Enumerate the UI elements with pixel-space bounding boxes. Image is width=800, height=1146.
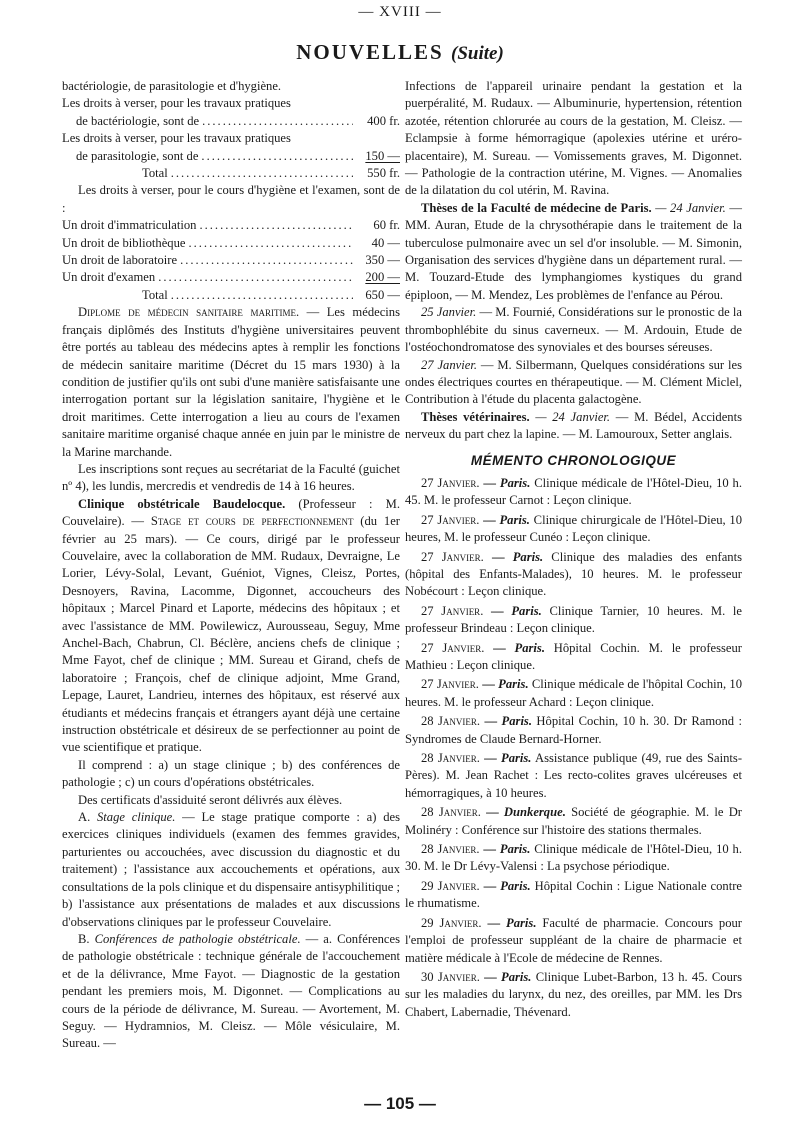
- memento-entry: 27 Janvier. — Paris. Clinique médicale de l'hôpital Cochin, 10 heures. M. le professeur Achard : Leçon clinique.: [405, 677, 742, 709]
- memento-text: Hôpital Cochin. M. le professeur Mathieu : Leçon clinique.: [405, 640, 742, 672]
- certificats-paragraph: Des certificats d'assiduité seront délivrés aux élèves.: [78, 792, 343, 807]
- memento-entry: 29 Janvier. — Paris. Faculté de pharmacie. Concours pour l'emploi de professeur suppléant de la chaire de pharmacie et matière médicale à l'Ecole de médecine de Rennes.: [405, 915, 743, 965]
- droits-para-line: Les droits à verser, pour les travaux pratiques: [62, 131, 291, 146]
- memento-date: 28 Janvier.: [421, 805, 481, 820]
- memento-text: Hôpital Cochin : Ligue Nationale contre le rhumatisme.: [405, 878, 742, 911]
- section-title-suite: (Suite): [451, 43, 504, 64]
- memento-text: Clinique médicale de l'Hôtel-Dieu, 10 h. 30. M. le Dr Lévy-Valensi : La psychose périodique.: [405, 842, 742, 874]
- memento-date: 27 Janvier.: [421, 640, 485, 655]
- memento-date: 27 Janvier.: [421, 677, 479, 692]
- conf-b-title: Conférences de pathologie obstétricale.: [94, 931, 301, 946]
- memento-text: Clinique des maladies des enfants (hôpital des Enfants-Malades), 10 heures. M. le professeur Nobécourt : Leçon clinique.: [405, 549, 742, 599]
- memento-date: 28 Janvier.: [421, 842, 480, 857]
- droits-cours-paragraph: Les droits à verser, pour le cours d'hygiène et l'examen, sont de :: [62, 183, 400, 215]
- theses-veterinaires-heading: Thèses vétérinaires.: [421, 409, 530, 424]
- theses-25-janvier: 25 Janvier. — M. Fournié, Considérations sur le pronostic de la thrombophlébite du sinus caverneux. — M. Ardouin, Etude de l'ostéochondromatose des synoviales et des bourses séreuses.: [405, 305, 743, 355]
- conf-b-paragraph: B. Conférences de pathologie obstétricale. — a. Conférences de pathologie obstétricale : technique générale de l'accouchement et de la délivrance, Mme Fayot. — Diagnostic de la gestation pendant les premiers mois, M. Digonnet. — Complications au cours de la période de délivrance, M. Sureau. — Avortement, M. Seguy. — Hydramnios, M. Cleisz. — Môle vésiculaire, M. Sureau. —: [62, 931, 401, 1051]
- memento-date: 27 Janvier.: [421, 549, 484, 564]
- memento-text: Clinique médicale de l'hôpital Cochin, 10 heures. M. le professeur Achard : Leçon clinique.: [405, 677, 742, 709]
- memento-city: Paris.: [514, 640, 545, 655]
- right-column: [405, 78, 742, 1023]
- fee-row-laboratoire: Un droit de laboratoire ..... 350 —: [62, 252, 400, 269]
- memento-city: Dunkerque.: [503, 805, 566, 820]
- memento-entry: 29 Janvier. — Paris. Hôpital Cochin : Ligue Nationale contre le rhumatisme.: [405, 878, 742, 911]
- section-title: [0, 40, 800, 65]
- left-column: [62, 78, 400, 1053]
- fee-row-total-2: Total ..... 650 —: [62, 287, 400, 304]
- memento-date: 29 Janvier.: [421, 878, 480, 893]
- memento-city: Paris.: [501, 751, 532, 766]
- inscriptions-paragraph: Les inscriptions sont reçues au secrétariat de la Faculté (guichet nº 4), les lundis, mercredis et vendredis de 14 à 16 heures.: [62, 461, 400, 494]
- memento-text: Clinique Lubet-Barbon, 13 h. 45. Cours sur les maladies du larynx, du nez, des oreilles, par MM. les Drs Chabert, Labernadie, Thévenard.: [405, 969, 742, 1019]
- memento-text: Clinique chirurgicale de l'Hôtel-Dieu, 10 heures, M. le professeur Cunéo : Leçon clinique.: [405, 512, 743, 545]
- memento-city: Paris.: [500, 878, 531, 893]
- memento-date: 29 Janvier.: [421, 915, 482, 930]
- memento-city: Paris.: [499, 842, 531, 857]
- clinique-paragraph: Clinique obstétricale Baudelocque. (Professeur : M. Couvelaire). — Stage et cours de perfectionnement (du 1er février au 25 mars). — Ce cours, dirigé par le professeur Couvelaire, avec la collaboration de MM. Rudaux, Devraigne, Le Lorier, Lévy-Solal, Levant, Guéniot, Vignes, Cleisz, Portes, Desnoyers, Ravina, Lacomme, Digonnet, accoucheurs des hôpitaux ; Marcel Pinard et Laporte, médecins des hôpitaux ; et avec l'assistance de MM. Powilewicz, Aurousseau, Seguy, Mme Anchel-Bach, Chabrun, Cl. Béclère, anciens chefs de clinique ; Mme Fayot, chef de clinique ; MM. Sureau et Girand, chefs de laboratoire ; François, chef de clinique adjoint, Mme Grand, Lepage, Lauret, Landrieu, internes des hôpitaux, est réservé aux étudiants et médecins français et étrangers ayant déjà une certaine instruction obstétricale et désireux de se perfectionner au point de vue scientifique et pratique.: [62, 496, 401, 755]
- diplome-paragraph: Diplome de médecin sanitaire maritime. — Les médecins français diplômés des Instituts d'hygiène universitaires peuvent être portés au tableau des médecins aptes à remplir les fonctions de médecin sanitaire maritime (Décret du 15 mars 1930) à la condition de justifier qu'ils ont subi d'une manière satisfaisante une interrogation portant sur la législation sanitaire, l'hygiène et le droit maritimes. Cette interrogation a lieu au cours de l'examen sanitaire maritime organisé chaque année en juin par le ministre de la Marine marchande.: [62, 305, 400, 459]
- memento-entry: 27 Janvier. — Paris. Hôpital Cochin. M. le professeur Mathieu : Leçon clinique.: [405, 640, 742, 672]
- fee-row-parasitologie: de parasitologie, sont de ..... 150 —: [62, 148, 400, 165]
- theses-27-janvier: 27 Janvier. — M. Silbermann, Quelques considérations sur les ondes électriques courtes en thérapeutique. — M. Clément Miclel, Contribution à l'étude du placenta galactogène.: [405, 357, 742, 407]
- stage-a-paragraph: A. Stage clinique. — Le stage pratique comporte : a) des exercices cliniques individuels (examen des femmes gravides, parturientes ou accouchées, avec discussion du diagnostic et du traitement) ; l'assistance aux accouchements et opérations, aux consultations de la pols clinique et du dispensaire antisyphilitique ; b) l'assistance aux présentations de malades et aux discussions d'observations cliniques par le professeur Couvelaire.: [62, 810, 400, 929]
- memento-city: Paris.: [501, 714, 532, 729]
- memento-entry: 27 Janvier. — Paris. Clinique chirurgicale de l'Hôtel-Dieu, 10 heures, M. le professeur Cunéo : Leçon clinique.: [405, 512, 743, 545]
- memento-date: 27 Janvier.: [421, 475, 480, 490]
- intro-line: bactériologie, de parasitologie et d'hygiène.: [62, 79, 282, 93]
- memento-city: Paris.: [506, 915, 537, 930]
- theses-medecine-paragraph: Thèses de la Faculté de médecine de Paris. — 24 Janvier. — MM. Auran, Etude de la chrysothérapie dans le traitement de la tuberculose pulmonaire avec un sel d'or insoluble. — M. Simonin, Organisation des services d'hygiène dans un département rural. — M. Touzard-Etude des lymphangiomes kystiques du grand épiploon, — M. Mendez, Les problèmes de l'enfance au Pérou.: [405, 200, 742, 302]
- theses-medecine-heading: Thèses de la Faculté de médecine de Paris.: [421, 200, 652, 215]
- memento-city: Paris.: [498, 677, 529, 692]
- memento-text: Clinique Tarnier, 10 heures. M. le professeur Brindeau : Leçon clinique.: [405, 603, 743, 636]
- memento-date: 27 Janvier.: [421, 512, 480, 527]
- diplome-heading: Diplome de médecin sanitaire maritime.: [78, 305, 300, 320]
- memento-city: Paris.: [499, 475, 531, 490]
- memento-title: MÉMENTO CHRONOLOGIQUE: [470, 452, 677, 468]
- theses-veterinaires-paragraph: Thèses vétérinaires. — 24 Janvier. — M. Bédel, Accidents nerveux du part chez la lapine. — M. Lamouroux, Setter anglais.: [405, 409, 743, 442]
- page-number: — 105 —: [364, 1094, 436, 1113]
- memento-text: Hôpital Cochin, 10 h. 30. Dr Ramond : Syndromes de Claude Bernard-Horner.: [405, 714, 742, 746]
- memento-entry: 27 Janvier. — Paris. Clinique Tarnier, 10 heures. M. le professeur Brindeau : Leçon clinique.: [405, 603, 743, 636]
- memento-date: 27 Janvier.: [421, 603, 484, 618]
- fee-row-total-1: Total ..... 550 fr.: [62, 165, 400, 182]
- memento-date: 28 Janvier.: [421, 751, 480, 766]
- roman-page-number: — XVIII —: [358, 4, 442, 20]
- fee-row-bibliotheque: Un droit de bibliothèque ..... 40 —: [62, 235, 400, 252]
- droits-bact-line: Les droits à verser, pour les travaux pratiques: [62, 96, 291, 111]
- clinique-heading: Clinique obstétricale Baudelocque.: [78, 496, 286, 511]
- memento-city: Paris.: [501, 969, 532, 984]
- comprend-paragraph: Il comprend : a) un stage clinique ; b) des conférences de pathologie ; c) un cours d'opérations obstétricales.: [62, 757, 400, 790]
- memento-entry: 28 Janvier. — Dunkerque. Société de géographie. M. le Dr Molinéry : Conférence sur l'histoire des stations thermales.: [405, 805, 742, 837]
- memento-list: [405, 475, 742, 1021]
- fee-row-immatriculation: Un droit d'immatriculation ..... 60 fr.: [62, 217, 400, 234]
- memento-city: Paris.: [512, 549, 544, 564]
- memento-city: Paris.: [511, 603, 542, 618]
- section-title-text: NOUVELLES: [296, 40, 444, 64]
- memento-text: Faculté de pharmacie. Concours pour l'emploi de professeur suppléant de la chaire de pharmacie et matière médicale à l'Ecole de médecine de Rennes.: [405, 915, 743, 965]
- fee-row-bacteriologie: de bactériologie, sont de ..... 400 fr.: [62, 113, 400, 130]
- memento-entry: 27 Janvier. — Paris. Clinique médicale de l'Hôtel-Dieu, 10 h. 45. M. le professeur Carnot : Leçon clinique.: [405, 475, 742, 508]
- memento-city: Paris.: [499, 512, 530, 527]
- fee-row-examen: Un droit d'examen ..... 200 —: [62, 269, 400, 286]
- memento-date: 28 Janvier.: [421, 714, 481, 729]
- memento-text: Clinique médicale de l'Hôtel-Dieu, 10 h. 45. M. le professeur Carnot : Leçon clinique.: [405, 475, 742, 508]
- memento-entry: 28 Janvier. — Paris. Assistance publique (49, rue des Saints-Pères). M. Jean Rachet : Les recto-colites graves ulcéreuses et hémorragiques, à 10 heures.: [405, 751, 743, 800]
- infections-paragraph: Infections de l'appareil urinaire pendant la gestation et la puerpéralité, M. Rudaux. — Albuminurie, hypertension, rétention azotée, rétention chlorurée au cours de la gestation, M. Cleisz. — Eclampsie à forme hémorragique (apolexies utérine et uréro-placentaire), M. Sureau. — Vomissements graves, M. Digonnet. — Pathologie de la contraction utérine, M. Vignes. — Anomalies de la dilatation du col utérin, M. Ravina.: [405, 79, 742, 198]
- memento-entry: 28 Janvier. — Paris. Clinique médicale de l'Hôtel-Dieu, 10 h. 30. M. le Dr Lévy-Valensi : La psychose périodique.: [405, 842, 742, 874]
- memento-entry: 27 Janvier. — Paris. Clinique des maladies des enfants (hôpital des Enfants-Malades), 10 heures. M. le professeur Nobécourt : Leçon clinique.: [405, 549, 742, 599]
- memento-text: Assistance publique (49, rue des Saints-Pères). M. Jean Rachet : Les recto-colites graves ulcéreuses et hémorragiques, à 10 heures.: [405, 751, 743, 800]
- memento-entry: 30 Janvier. — Paris. Clinique Lubet-Barbon, 13 h. 45. Cours sur les maladies du larynx, du nez, des oreilles, par MM. les Drs Chabert, Labernadie, Thévenard.: [405, 969, 742, 1019]
- stage-a-title: Stage clinique.: [96, 810, 176, 825]
- memento-text: Société de géographie. M. le Dr Molinéry : Conférence sur l'histoire des stations thermales.: [405, 805, 742, 837]
- memento-date: 30 Janvier.: [421, 969, 480, 984]
- memento-entry: 28 Janvier. — Paris. Hôpital Cochin, 10 h. 30. Dr Ramond : Syndromes de Claude Bernard-Horner.: [405, 714, 742, 746]
